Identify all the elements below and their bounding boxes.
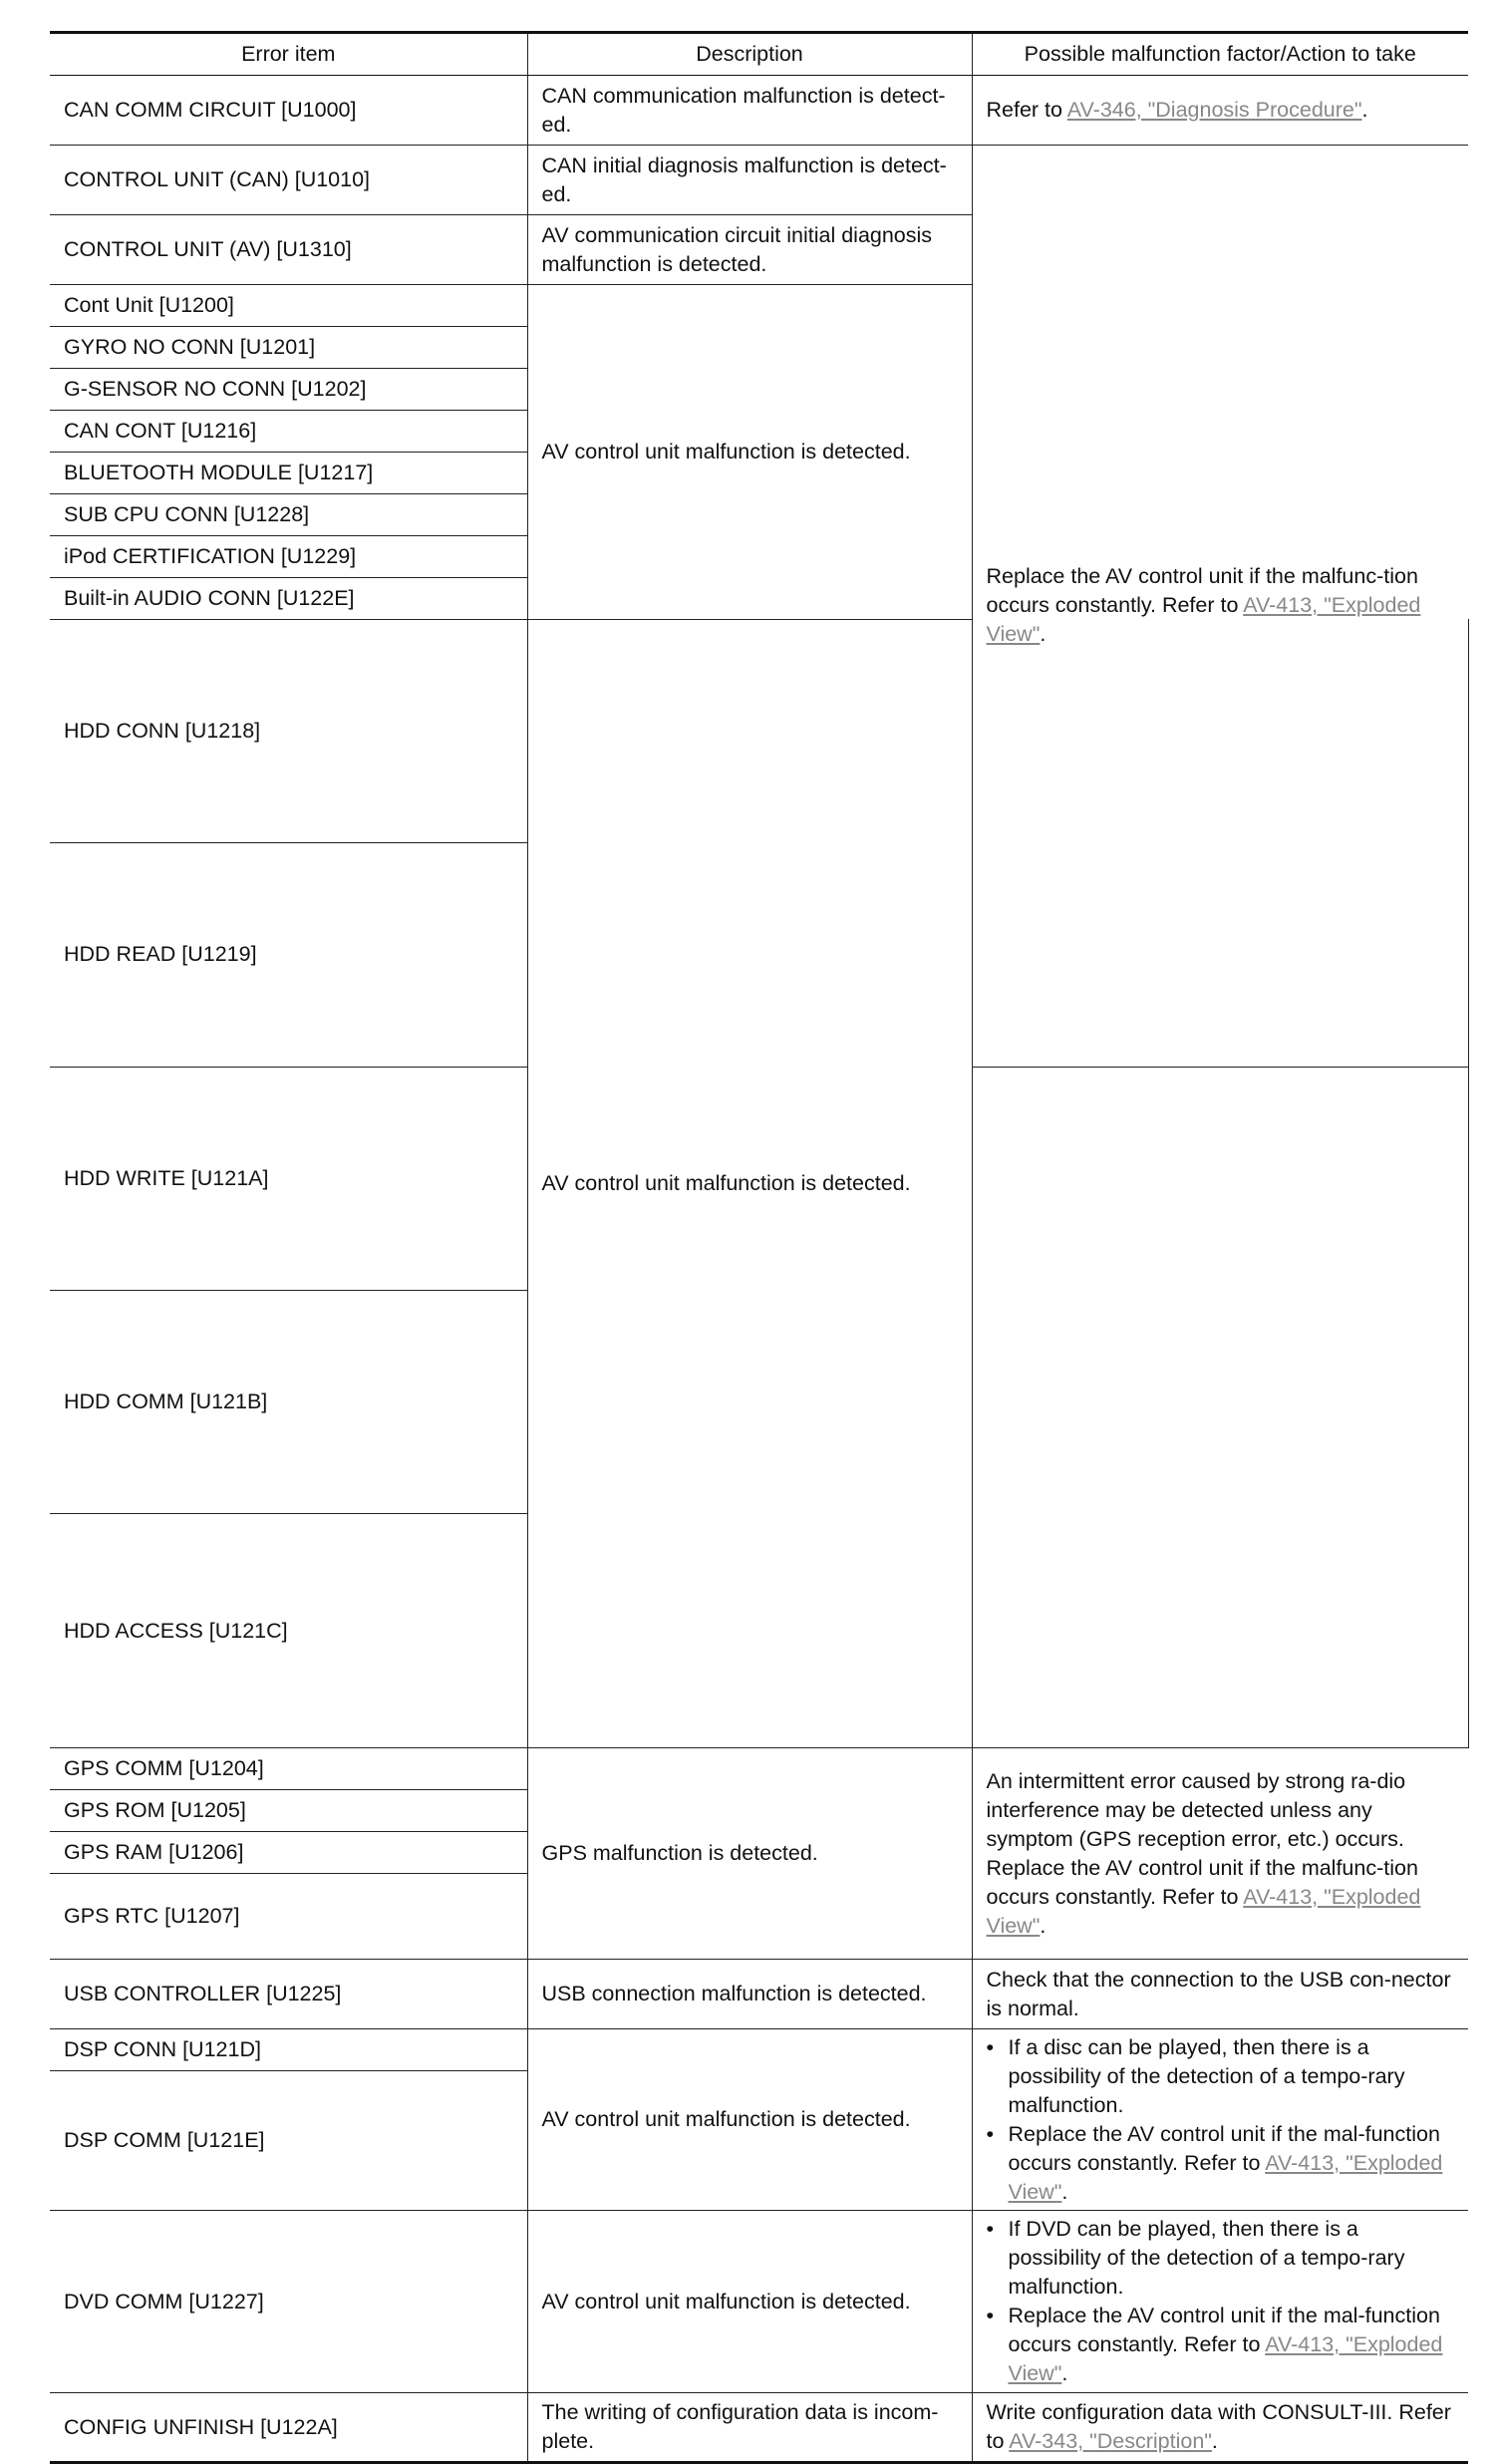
table-row — [50, 1748, 1468, 1790]
error-item-cell: GPS RTC [U1207] — [50, 1874, 527, 1960]
error-item-cell: CAN COMM CIRCUIT [U1000] — [50, 76, 527, 146]
action-paragraph — [987, 1767, 1455, 1854]
description-cell: AV control unit malfunction is detected. — [527, 2029, 972, 2211]
action-bullet — [1009, 2302, 1455, 2388]
error-item-cell: DSP COMM [U121E] — [50, 2071, 527, 2211]
action-text: An intermittent error caused by strong ra-dio interference may be detected unless any symptom (GPS reception error, etc.) occurs. — [986, 1768, 1406, 1851]
reference-link[interactable]: AV-343, "Description" — [1009, 2429, 1212, 2453]
error-item-cell: CONTROL UNIT (AV) [U1310] — [50, 215, 527, 285]
action-text: . — [1040, 1913, 1047, 1938]
error-item-cell: DSP CONN [U121D] — [50, 2029, 527, 2071]
error-item-cell: Cont Unit [U1200] — [50, 285, 527, 327]
action-text: Replace the AV control unit if the malfunc-tion occurs constantly. Refer to — [986, 1855, 1418, 1909]
action-cell — [972, 2211, 1468, 2393]
error-item-cell: SUB CPU CONN [U1228] — [50, 494, 527, 536]
description-cell: AV control unit malfunction is detected. — [527, 285, 972, 620]
error-item-cell: HDD WRITE [U121A] — [50, 1067, 527, 1290]
error-item-cell: Built-in AUDIO CONN [U122E] — [50, 578, 527, 620]
action-bullet-list — [987, 2033, 1455, 2207]
action-cell — [972, 2393, 1468, 2463]
action-text: . — [1361, 98, 1368, 122]
action-cell — [972, 76, 1468, 146]
description-cell: CAN initial diagnosis malfunction is detect-ed. — [527, 146, 972, 215]
table-row — [50, 1960, 1468, 2029]
action-cell — [972, 1960, 1468, 2029]
error-item-cell: DVD COMM [U1227] — [50, 2211, 527, 2393]
action-text: Replace the AV control unit if the mal-function occurs constantly. Refer to — [1008, 2304, 1440, 2356]
description-cell: USB connection malfunction is detected. — [527, 1960, 972, 2029]
action-cell — [972, 146, 1468, 1068]
action-bullet — [1009, 2120, 1455, 2207]
table-row — [50, 2211, 1468, 2393]
error-item-cell: HDD CONN [U1218] — [50, 620, 527, 843]
error-item-cell: CONTROL UNIT (CAN) [U1010] — [50, 146, 527, 215]
action-bullet-list — [987, 2215, 1455, 2388]
error-item-cell: G-SENSOR NO CONN [U1202] — [50, 369, 527, 411]
reference-link[interactable]: AV-413, "Exploded View" — [986, 593, 1421, 647]
error-item-cell: GYRO NO CONN [U1201] — [50, 327, 527, 369]
action-text: If a disc can be played, then there is a possibility of the detection of a tempo-rary malfunction. — [1008, 2034, 1405, 2117]
action-paragraph — [987, 2398, 1455, 2456]
header-description: Description — [527, 33, 972, 76]
action-text: . — [1061, 2361, 1068, 2385]
table-row — [50, 76, 1468, 146]
action-cell — [972, 1748, 1468, 1960]
error-item-cell: GPS ROM [U1205] — [50, 1790, 527, 1832]
error-item-cell: GPS COMM [U1204] — [50, 1748, 527, 1790]
reference-link[interactable]: AV-346, "Diagnosis Procedure" — [1066, 98, 1362, 122]
reference-link[interactable]: AV-413, "Exploded View" — [1008, 2150, 1443, 2204]
table-body — [50, 76, 1468, 2463]
reference-link[interactable]: AV-413, "Exploded View" — [986, 1884, 1421, 1938]
table-row — [50, 2029, 1468, 2071]
action-text: Replace the AV control unit if the malfunc-tion occurs constantly. Refer to — [986, 564, 1418, 618]
error-item-cell: iPod CERTIFICATION [U1229] — [50, 536, 527, 578]
description-cell: AV control unit malfunction is detected. — [527, 620, 972, 1748]
description-cell: AV control unit malfunction is detected. — [527, 2211, 972, 2393]
header-error-item: Error item — [50, 33, 527, 76]
reference-link[interactable]: AV-413, "Exploded View" — [1008, 2332, 1443, 2385]
action-bullet — [1009, 2033, 1455, 2120]
action-paragraph — [987, 1966, 1455, 2023]
error-item-cell: BLUETOOTH MODULE [U1217] — [50, 453, 527, 494]
action-text: If DVD can be played, then there is a possibility of the detection of a tempo-rary malfunction. — [1008, 2217, 1405, 2299]
description-cell: The writing of configuration data is incom-plete. — [527, 2393, 972, 2463]
action-paragraph — [987, 1854, 1455, 1941]
action-text: Check that the connection to the USB con-nector is normal. — [986, 1967, 1451, 2020]
table-row — [50, 146, 1468, 215]
error-item-cell: GPS RAM [U1206] — [50, 1832, 527, 1874]
action-text: Write configuration data with CONSULT-III. Refer to — [986, 2400, 1451, 2453]
action-text: Refer to — [986, 98, 1067, 122]
action-paragraph — [987, 562, 1454, 649]
error-item-cell: HDD ACCESS [U121C] — [50, 1514, 527, 1748]
action-text: . — [1040, 622, 1047, 647]
header-action: Possible malfunction factor/Action to take — [972, 33, 1468, 76]
action-text: . — [1061, 2179, 1068, 2204]
description-cell: AV communication circuit initial diagnosis malfunction is detected. — [527, 215, 972, 285]
description-cell: GPS malfunction is detected. — [527, 1748, 972, 1960]
action-paragraph — [987, 96, 1455, 125]
error-item-cell: HDD COMM [U121B] — [50, 1290, 527, 1513]
description-cell: CAN communication malfunction is detect-ed. — [527, 76, 972, 146]
action-text: Replace the AV control unit if the mal-function occurs constantly. Refer to — [1008, 2121, 1440, 2175]
error-item-cell: USB CONTROLLER [U1225] — [50, 1960, 527, 2029]
action-text: . — [1211, 2429, 1218, 2453]
error-item-cell: CAN CONT [U1216] — [50, 411, 527, 453]
error-item-cell: CONFIG UNFINISH [U122A] — [50, 2393, 527, 2463]
action-cell — [972, 2029, 1468, 2211]
error-item-table — [50, 31, 1468, 2464]
table-header-row — [50, 33, 1468, 76]
action-bullet — [1009, 2215, 1455, 2302]
error-item-cell: HDD READ [U1219] — [50, 843, 527, 1067]
table-row — [50, 2393, 1468, 2463]
